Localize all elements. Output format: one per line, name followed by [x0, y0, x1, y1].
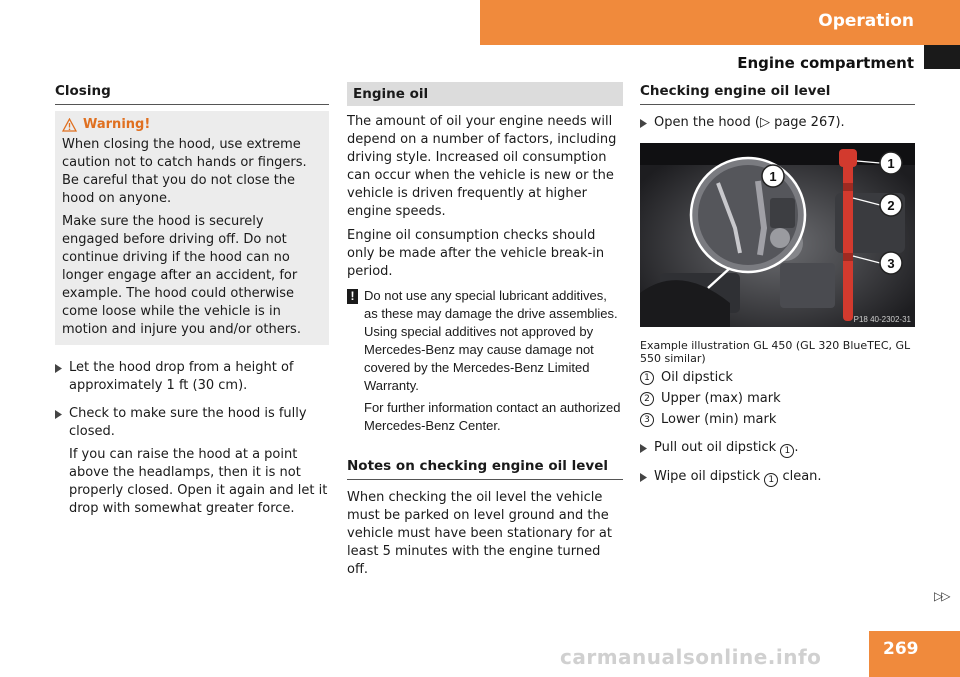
- warning-box: [55, 111, 329, 345]
- legend-item: [640, 369, 915, 387]
- page-number: 269: [883, 639, 919, 659]
- callout-3-label: 3: [887, 256, 895, 271]
- warning-title-row: [62, 116, 322, 134]
- step-text: [654, 439, 799, 458]
- instruction-step: [640, 114, 915, 132]
- photo-code: P18 40-2302-31: [853, 315, 911, 324]
- header-marker: [924, 45, 960, 69]
- warning-paragraph: When closing the hood, use extreme caution not to catch hands or fingers. Be careful that you do not close the hood on anyone.: [62, 137, 307, 206]
- warning-title: Warning!: [83, 117, 151, 132]
- header-section-tab: [480, 0, 960, 45]
- step-arrow-icon: [55, 364, 62, 373]
- step-text: Check to make sure the hood is fully closed.: [69, 406, 307, 439]
- instruction-step: [640, 468, 915, 487]
- exclamation-icon: !: [347, 289, 358, 304]
- callout-2-label: 2: [887, 198, 895, 213]
- subsection-title: Engine compartment: [737, 54, 914, 72]
- step-arrow-icon: [640, 473, 647, 482]
- note-paragraph: Do not use any special lubricant additives, as these may damage the drive assemblies. Using special additives not approved by Mercedes-Benz may cause damage not covered by the Mercedes-Benz Limited Warranty.: [364, 288, 618, 393]
- column-checking-oil: [640, 82, 915, 487]
- page-number-tab: [869, 631, 960, 677]
- step-text-main: Pull out oil dipstick: [654, 440, 777, 455]
- step-text-main: Wipe oil dipstick: [654, 469, 761, 484]
- body-paragraph: When checking the oil level the vehicle must be parked on level ground and the vehicle must have been stationary for at least 5 minutes with the engine turned off.: [347, 490, 612, 577]
- legend-number: 1: [640, 371, 654, 385]
- callout-1-main-label: 1: [887, 156, 895, 171]
- step-text-suffix: ).: [835, 115, 845, 130]
- step-arrow-icon: [55, 410, 62, 419]
- instruction-step: [55, 405, 329, 518]
- heading-engine-oil: Engine oil: [347, 82, 623, 106]
- step-arrow-icon: [640, 119, 647, 128]
- step-text-suffix: .: [794, 440, 799, 455]
- legend-item: [640, 411, 915, 429]
- body-paragraph: Engine oil consumption checks should only be made after the vehicle break-in period.: [347, 228, 605, 279]
- photo-caption: Example illustration GL 450 (GL 320 BlueTEC, GL 550 similar): [640, 339, 911, 365]
- inline-number: 1: [780, 444, 794, 458]
- step-arrow-icon: [640, 444, 647, 453]
- step-text: [654, 468, 822, 487]
- step-text: Let the hood drop from a height of approximately 1 ft (30 cm).: [69, 360, 294, 393]
- engine-bay-illustration: [640, 143, 915, 327]
- step-text: [654, 114, 845, 132]
- heading-closing: Closing: [55, 82, 329, 105]
- heading-notes-checking: Notes on checking engine oil level: [347, 457, 623, 480]
- legend-label: Upper (max) mark: [661, 391, 781, 406]
- legend-number: 3: [640, 413, 654, 427]
- instruction-step: [640, 439, 915, 458]
- legend-item: [640, 390, 915, 408]
- warning-triangle-icon: [62, 118, 77, 132]
- warning-paragraph: Make sure the hood is securely engaged before driving off. Do not continue driving if the hood can no longer engage after an accident, for example. The hood could otherwise come loose while the vehicle is in motion and injure you and/or others.: [62, 214, 301, 337]
- section-title: Operation: [818, 11, 914, 31]
- step-text-prefix: Open the hood (: [654, 115, 760, 130]
- instruction-step: [55, 359, 329, 395]
- heading-checking-oil: Checking engine oil level: [640, 82, 915, 105]
- inline-number: 1: [764, 473, 778, 487]
- callout-1-inset-label: 1: [769, 169, 777, 184]
- note-paragraph: For further information contact an authorized Mercedes-Benz Center.: [364, 400, 621, 433]
- step-text: If you can raise the hood at a point above the headlamps, then it is not properly closed. Open it again and let it drop with somewhat greater force.: [69, 447, 328, 516]
- note-box: [347, 287, 623, 435]
- column-closing: [55, 82, 329, 518]
- legend-number: 2: [640, 392, 654, 406]
- body-paragraph: The amount of oil your engine needs will depend on a number of factors, including driving style. Increased oil consumption can occur when the vehicle is new or the vehicle is driven frequently at higher engine speeds.: [347, 114, 617, 219]
- watermark: carmanualsonline.info: [560, 645, 822, 669]
- legend-label: Lower (min) mark: [661, 412, 777, 427]
- legend-label: Oil dipstick: [661, 370, 733, 385]
- column-engine-oil: [347, 82, 623, 585]
- engine-photo: [640, 143, 915, 327]
- step-text-suffix: clean.: [782, 469, 822, 484]
- page-reference-link[interactable]: ▷ page 267: [759, 115, 836, 130]
- next-page-arrows: ▷▷: [934, 589, 949, 603]
